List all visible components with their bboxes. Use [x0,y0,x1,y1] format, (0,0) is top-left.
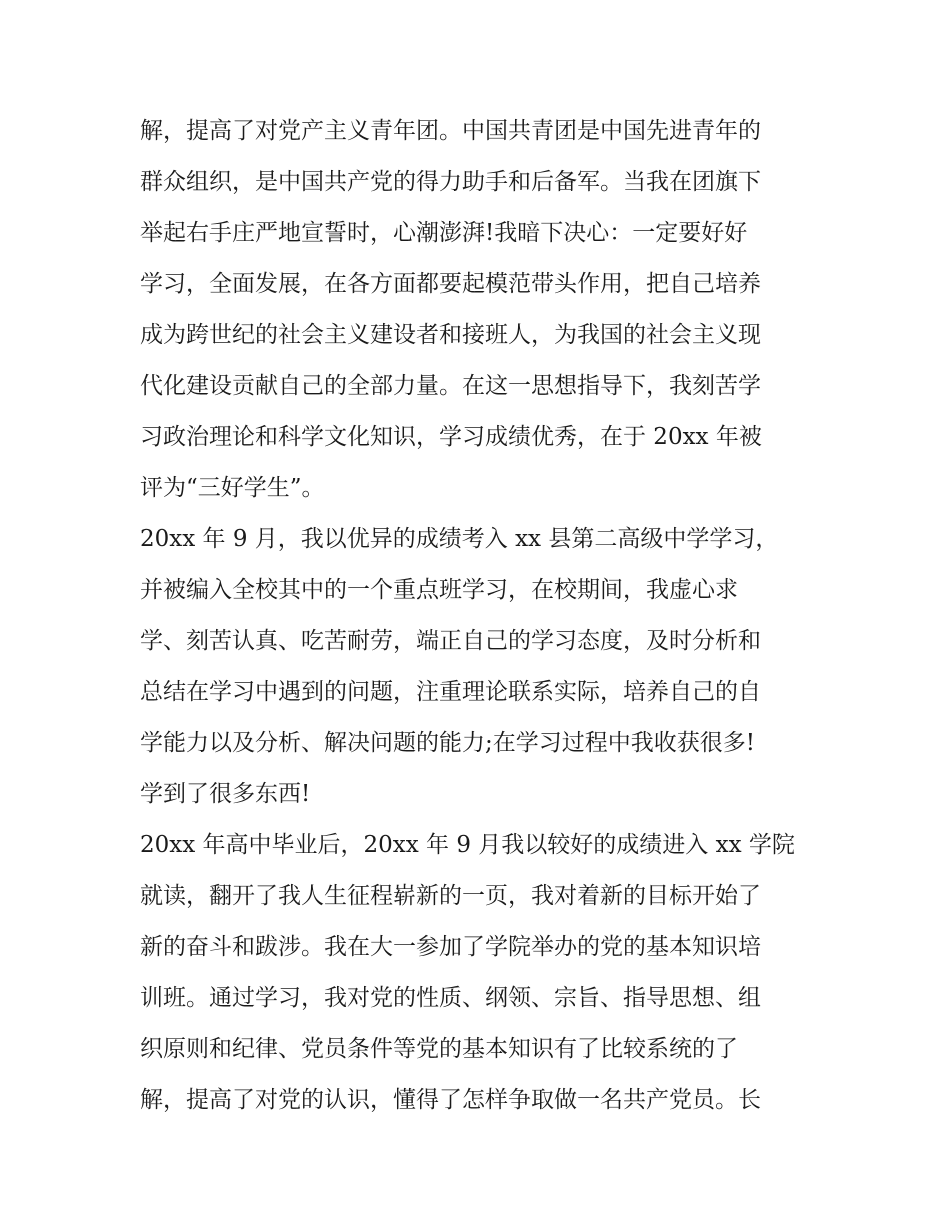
text-line: 并被编入全校其中的一个重点班学习，在校期间，我虚心求 [140,577,738,603]
text-line: 举起右手庄严地宣誓时，心潮澎湃!我暗下决心：一定要好好 [140,220,748,246]
text-line: 总结在学习中遇到的问题，注重理论联系实际，培养自己的自 [140,679,761,705]
text-line: 学、刻苦认真、吃苦耐劳，端正自己的学习态度，及时分析和 [140,628,761,654]
text-line: 评为“三好学生”。 [140,475,325,501]
text-line: 代化建设贡献自己的全部力量。在这一思想指导下，我刻苦学 [140,373,761,399]
text-line: 就读，翻开了我人生征程崭新的一页，我对着新的目标开始了 [140,883,761,909]
text-line: 20xx 年高中毕业后，20xx 年 9 月我以较好的成绩进入 xx 学院 [140,832,795,858]
text-line: 群众组织，是中国共产党的得力助手和后备军。当我在团旗下 [140,169,761,195]
text-line: 习政治理论和科学文化知识，学习成绩优秀，在于 20xx 年被 [140,424,762,450]
text-line: 织原则和纪律、党员条件等党的基本知识有了比较系统的了 [140,1036,738,1062]
text-line: 解，提高了对党产主义青年团。中国共青团是中国先进青年的 [140,118,761,144]
text-line: 学到了很多东西! [140,781,311,807]
text-line: 学能力以及分析、解决问题的能力;在学习过程中我收获很多! [140,730,755,756]
text-line: 新的奋斗和跋涉。我在大一参加了学院举办的党的基本知识培 [140,934,761,960]
text-line: 解，提高了对党的认识，懂得了怎样争取做一名共产党员。长 [140,1087,761,1113]
text-line: 学习，全面发展，在各方面都要起模范带头作用，把自己培养 [140,271,761,297]
document-body [140,106,812,1126]
text-line: 训班。通过学习，我对党的性质、纲领、宗旨、指导思想、组 [140,985,761,1011]
text-line: 20xx 年 9 月，我以优异的成绩考入 xx 县第二高级中学学习， [140,526,779,552]
text-line: 成为跨世纪的社会主义建设者和接班人，为我国的社会主义现 [140,322,761,348]
